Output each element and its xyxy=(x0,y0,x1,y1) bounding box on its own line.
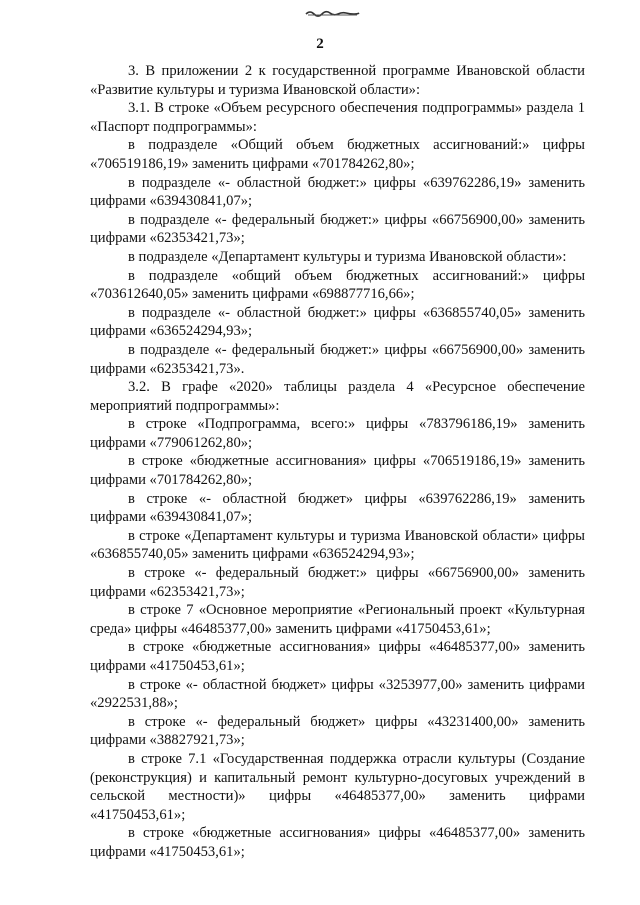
document-body xyxy=(90,62,585,862)
paragraph-subprogram-total: в строке «Подпрограмма, всего:» цифры «783796186,19» заменить цифрами «779061262,80»; xyxy=(90,416,585,451)
paragraph-dept-regional: в подразделе «- областной бюджет:» цифры «636855740,05» заменить цифрами «636524294,93»; xyxy=(90,304,585,340)
paragraph-row-7-federal: в строке «- федеральный бюджет» цифры «43231400,00» заменить цифрами «38827921,73»; xyxy=(90,713,585,749)
paragraph-section-3: 3. В приложении 2 к государственной программе Ивановской области «Развитие культуры и туризма Ивановской области»: xyxy=(90,63,585,98)
paragraph-row-regional: в строке «- областной бюджет» цифры «639762286,19» заменить цифрами «639430841,07»; xyxy=(90,490,585,526)
paragraph-section-3-1: 3.1. В строке «Объем ресурсного обеспечения подпрограммы» раздела 1 «Паспорт подпрограммы»: xyxy=(90,100,585,135)
paragraph-regional-budget: в подразделе «- областной бюджет:» цифры «639762286,19» заменить цифрами «639430841,07»; xyxy=(90,174,585,210)
paragraph-department: в подразделе «Департамент культуры и туризма Ивановской области»: xyxy=(128,248,567,265)
paragraph-dept-total: в подразделе «общий объем бюджетных ассигнований:» цифры «703612640,05» заменить цифрами «698877716,66»; xyxy=(90,267,585,303)
paragraph-row-department: в строке «Департамент культуры и туризма Ивановской области» цифры «636855740,05» заменить цифрами «636524294,93»; xyxy=(90,527,585,563)
paragraph-federal-budget: в подразделе «- федеральный бюджет:» цифры «66756900,00» заменить цифрами «62353421,73»; xyxy=(90,211,585,247)
page-number: 2 xyxy=(316,36,324,52)
paragraph-row-7-allocations: в строке «бюджетные ассигнования» цифры «46485377,00» заменить цифрами «41750453,61»; xyxy=(90,639,585,674)
paragraph-row-federal: в строке «- федеральный бюджет:» цифры «66756900,00» заменить цифрами «62353421,73»; xyxy=(90,565,585,600)
paragraph-section-3-2: 3.2. В графе «2020» таблицы раздела 4 «Ресурсное обеспечение мероприятий подпрограммы»: xyxy=(90,379,585,414)
paragraph-row-7-1-allocations: в строке «бюджетные ассигнования» цифры «46485377,00» заменить цифрами «41750453,61»; xyxy=(90,825,585,860)
top-scan-mark xyxy=(305,9,360,17)
paragraph-total-allocations: в подразделе «Общий объем бюджетных ассигнований:» цифры «706519186,19» заменить цифрами «701784262,80»; xyxy=(90,137,585,172)
paragraph-row-7: в строке 7 «Основное мероприятие «Региональный проект «Культурная среда» цифры «46485377,00» заменить цифрами «41750453,61»; xyxy=(90,602,585,637)
paragraph-row-7-1: в строке 7.1 «Государственная поддержка отрасли культуры (Создание (реконструкция) и капитальный ремонт культурно-досуговых учреждений в сельской местности)» цифры «46485377,00» заменить цифрами «41750453,61»; xyxy=(90,750,585,823)
paragraph-row-7-regional: в строке «- областной бюджет» цифры «3253977,00» заменить цифрами «2922531,88»; xyxy=(90,676,585,712)
paragraph-row-allocations: в строке «бюджетные ассигнования» цифры «706519186,19» заменить цифрами «701784262,80»; xyxy=(90,453,585,489)
paragraph-dept-federal: в подразделе «- федеральный бюджет:» цифры «66756900,00» заменить цифрами «62353421,73». xyxy=(90,341,585,377)
